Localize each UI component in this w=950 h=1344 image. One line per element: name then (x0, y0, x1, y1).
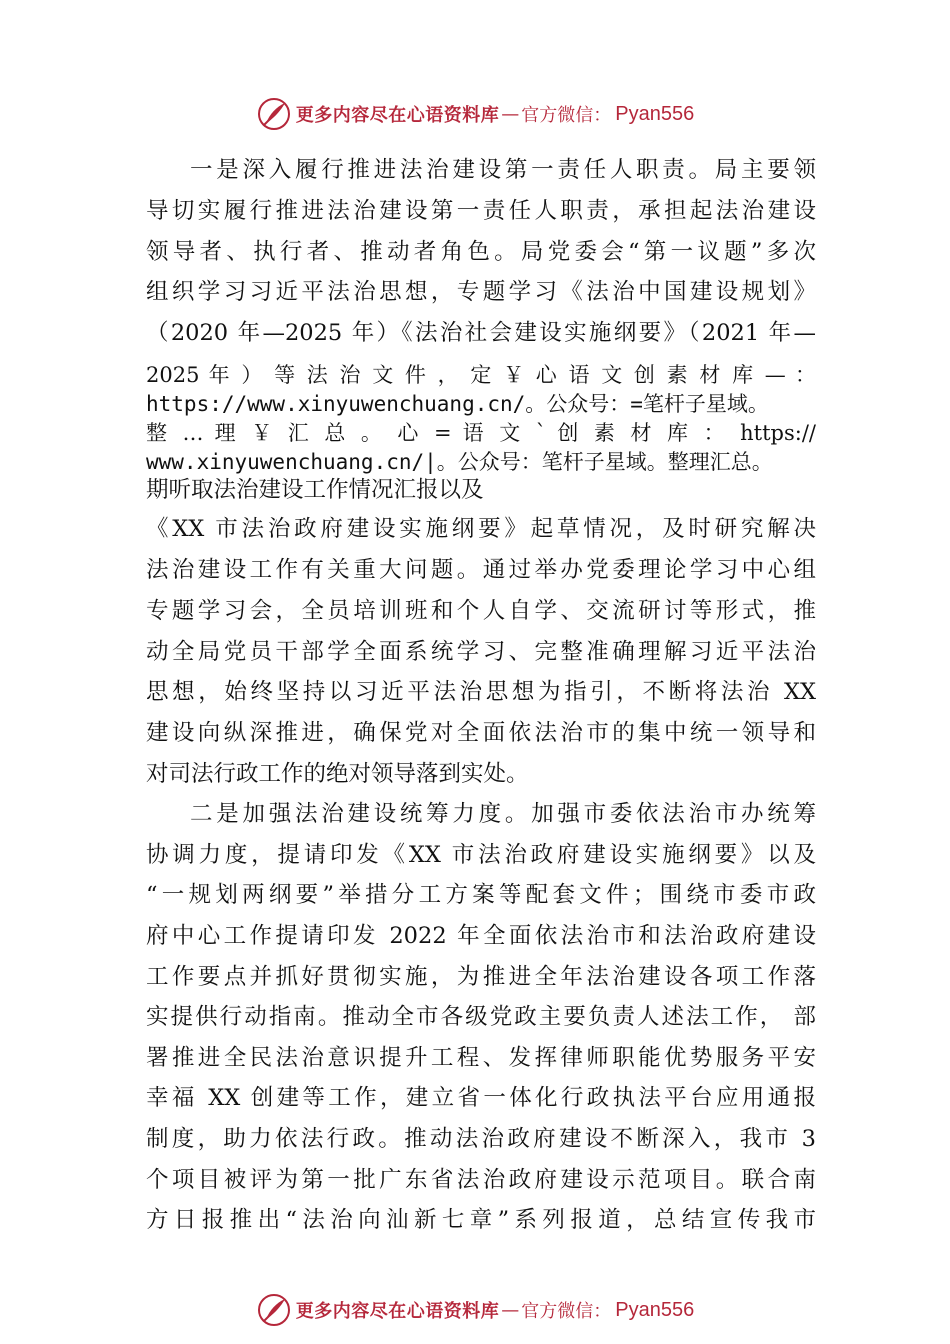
text-line: （2020 年—2025 年）《法治社会建设实施纲要》（2021 年— (146, 320, 816, 346)
text-line: 动全局党员干部学全面系统学习、完整准确理解习近平法治 (146, 639, 816, 665)
text-line: 个项目被评为第一批广东省法治政府建设示范项目。联合南 (146, 1167, 816, 1193)
text-line: 建设向纵深推进，确保党对全面依法治市的集中统一领导和 (146, 720, 816, 746)
footer-wechat-label: 官方微信： (521, 1301, 612, 1322)
text-line: 幸福 XX 创建等工作，建立省一体化行政执法平台应用通报 (146, 1085, 816, 1111)
text-line: 法治建设工作有关重大问题。通过举办党委理论学习中心组 (146, 557, 816, 583)
text-line: 2025 年 ） 等 法 治 文 件 ， 定 ￥ 心 语 文 创 素 材 库 — ： (146, 363, 816, 387)
feather-pen-logo-icon (256, 1292, 292, 1328)
text-line: 二是加强法治建设统筹力度。加强市委依法治市办统筹 (190, 801, 816, 827)
text-line: 工作要点并抓好贯彻实施，为推进全年法治建设各项工作落 (146, 964, 816, 990)
text-line: 实提供行动指南。推动全市各级党政主要负责人述法工作， 部 (146, 1004, 816, 1030)
text-line: https://www.xinyuwenchuang.cn/。公众号：=笔杆子星域。 (146, 392, 769, 416)
text-line: 《XX 市法治政府建设实施纲要》起草情况，及时研究解决 (146, 516, 816, 542)
text-line: 期听取法治建设工作情况汇报以及 (146, 477, 484, 503)
text-line: 方日报推出“法治向汕新七章”系列报道，总结宣传我市 (146, 1207, 816, 1233)
text-line: 导切实履行推进法治建设第一责任人职责，承担起法治建设 (146, 198, 816, 224)
footer-wechat-id: Pyan556 (615, 1298, 695, 1321)
text-line: 整 … 理 ￥ 汇 总 。 心 = 语 文 ` 创 素 材 库 ： https:// (146, 421, 816, 445)
text-line: 一是深入履行推进法治建设第一责任人职责。局主要领 (190, 157, 816, 183)
text-line: www.xinyuwenchuang.cn/|。公众号：笔杆子星域。整理汇总。 (146, 450, 773, 474)
header-wechat-id: Pyan556 (615, 102, 695, 125)
text-line: 组织学习习近平法治思想，专题学习《法治中国建设规划》 (146, 279, 816, 305)
text-line: 制度，助力依法行政。推动法治政府建设不断深入，我市 3 (146, 1126, 816, 1152)
text-line: “一规划两纲要”举措分工方案等配套文件；围绕市委市政 (146, 882, 816, 908)
header-banner-text: 更多内容尽在心语资料库 (295, 105, 500, 126)
feather-pen-logo-icon (256, 96, 292, 132)
text-line: 对司法行政工作的绝对领导落到实处。 (146, 761, 529, 787)
text-line: 协调力度，提请印发《XX 市法治政府建设实施纲要》以及 (146, 842, 816, 868)
footer-banner-dash: — (501, 1299, 520, 1321)
footer-banner (0, 1290, 950, 1330)
header-banner (0, 94, 950, 134)
header-banner-dash: — (501, 103, 520, 125)
text-line: 署推进全民法治意识提升工程、发挥律师职能优势服务平安 (146, 1045, 816, 1071)
header-wechat-label: 官方微信： (521, 105, 612, 126)
footer-banner-text: 更多内容尽在心语资料库 (295, 1301, 500, 1322)
text-line: 府中心工作提请印发 2022 年全面依法治市和法治政府建设 (146, 923, 816, 949)
text-line: 领导者、执行者、推动者角色。局党委会“第一议题”多次 (146, 239, 816, 265)
text-line: 专题学习会，全员培训班和个人自学、交流研讨等形式，推 (146, 598, 816, 624)
text-line: 思想，始终坚持以习近平法治思想为指引，不断将法治 XX (146, 679, 816, 705)
